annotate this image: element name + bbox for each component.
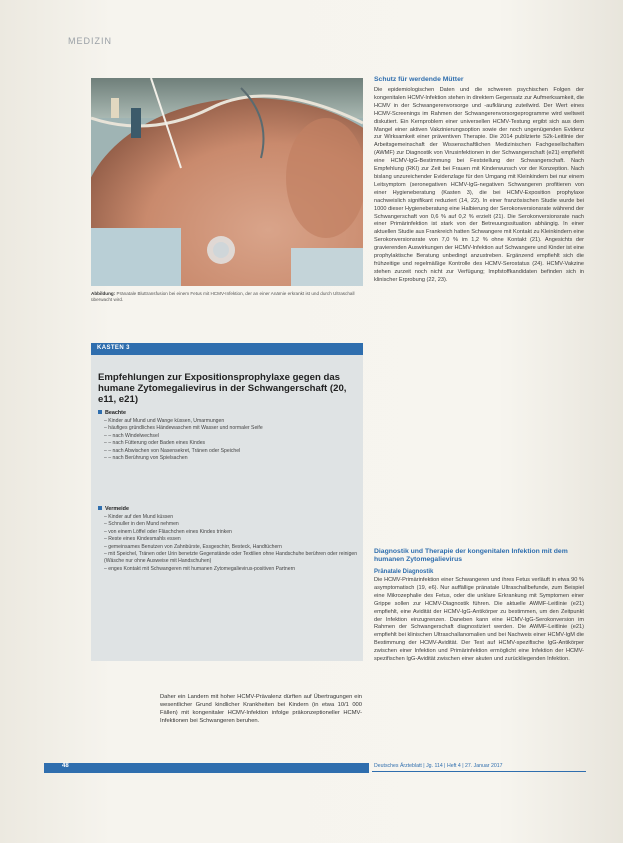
info-box-header (91, 343, 363, 355)
footer-rule (372, 771, 586, 772)
vermeide-item: – gemeinsames Benutzen von Zahnbürste, Essgeschirr, Besteck, Handtüchern (104, 544, 360, 551)
vermeide-item: – von einem Löffel oder Fläschchen eines Kindes trinken (104, 529, 360, 536)
subheading-praenatal: Pränatale Diagnostik (374, 569, 434, 575)
beachte-item: – Kinder auf Mund und Wange küssen, Umarmungen (104, 418, 360, 425)
journal-reference: Deutsches Ärzteblatt | Jg. 114 | Heft 4 | 27. Januar 2017 (374, 763, 503, 769)
section-vermeide: Vermeide (98, 506, 129, 512)
body-paragraph-bottom: Daher ein Landern mit hoher HCMV-Prävalenz dürften auf Übertragungen ein wesentlicher Grund kindlicher Krankheiten bei Kindern (in etwa 10/1 000 Fällen) mit kongenitaler HCMV-Infektion infolge präkonzeptioneller HCMV-Infektionen bei Schwangeren beruhen. (160, 694, 362, 724)
heading-diagnostik: Diagnostik und Therapie der kongenitalen Infektion mit dem humanen Zytomegalievirus (374, 548, 568, 563)
beachte-item: – – nach Berührung von Spielsachen (104, 455, 360, 462)
vermeide-item: – mit Speichel, Tränen oder Urin benetzte Gegenstände oder Textilien ohne Handschuhe berühren oder reinigen (Wäsche nur ohne Ausweise mit Handschuhen) (104, 551, 360, 566)
list-vermeide (104, 514, 360, 573)
section-beachte: Beachte (98, 410, 126, 416)
caption-label: Abbildung: (91, 291, 116, 296)
figure-photo (91, 78, 363, 286)
vermeide-item: – Reste eines Kindesmahls essen (104, 536, 360, 543)
beachte-item: – – nach Fütterung oder Baden eines Kindes (104, 440, 360, 447)
caption-text: Pränatale Bluttransfusion bei einem Fetus mit HCMV-Infektion, der an einer Anämie erkrankt ist und durch Ultraschall überwacht wird. (91, 291, 355, 302)
list-beachte (104, 418, 360, 462)
beachte-item: – – nach Abwischen von Nasensekret, Tränen oder Speichel (104, 448, 360, 455)
figure-caption (91, 291, 363, 303)
vermeide-item: – Schnuller in den Mund nehmen (104, 521, 360, 528)
beachte-item: – häufiges gründliches Händewaschen mit Wasser und normaler Seife (104, 425, 360, 432)
info-box-label: KASTEN 3 (97, 345, 130, 351)
body-paragraph-schutz: Die epidemiologischen Daten und die schweren psychischen Folgen der kongenitalen HCMV-Infektion stehen in direktem Gegensatz zur Aufmerksamkeit, die HCMV in der Schwangerenvorsorge und -aufklärung zuteilwird. Der Wert eines HCMV-Screenings im Rahmen der Schwangerenvorsorgeprogramme wird weltweit diskutiert. Ein Kernproblem einer universellen HCMV-Testung ergibt sich aus dem Mangel einer aktiven Vakzinierungsoption sowie der noch ungenügenden Evidenz zur Wirksamkeit einer präventiven Therapie. Die 2014 publizierte S2k-Leitlinie der Arbeitsgemeinschaft der Wissenschaftlichen Medizinischen Fachgesellschaften (AWMF) zur Diagnostik von Virusinfektionen in der Schwangerschaft (e21) empfiehlt eine HCMV-IgG-Bestimmung bei Feststellung der Schwangerschaft. Nach Empfehlung (RKI) zur Zeit bei Frauen mit Kinderwunsch vor der Konzeption. Nach bislang unzureichender Evidenzlage für den Umgang mit Kleinkindern bei nur einem Leitsymptom (seronegativen HCMV-IgG-negativen Schwangeren profitieren von einer Hygieneberatung (Kasten 3), die bei HCMV-Exposition prophylaxe nachweislich signifikant reduziert (14, 22). In einer französischen Studie wurde bei 1000 dieser Hygieneberatung eine Halbierung der Serokonversionsrate während der Schwangerschaft von 0,6 % auf 0,2 % erzielt (21). Die Serokonversionsrate nach einer Primärinfektion ist stark von der Betreuungssituation abhängig. In einer aktuellen Studie aus Frankreich hatten Schwangere mit Kontakt zu Kleinkindern eine Serokonversionsrate von 7,0 % im 1,2 % ohne Kontakt (21). Angesichts der gravierenden Auswirkungen der HCMV-Infektion auf Schwangere und Kinder ist eine prophylaktische Beratung unbedingt anzustreben. Ergänzend empfiehlt sich die frühzeitige und regelmäßige Kontrolle des HCMV-Serostatus (24). HCMV-Vakzine stehen zurzeit noch nicht zur Verfügung; Impfstoffkandidaten befinden sich in klinischer Erprobung (22, 23). (374, 87, 584, 283)
page-number: 48 (62, 763, 69, 769)
vermeide-item: – Kinder auf den Mund küssen (104, 514, 360, 521)
info-box-title: Empfehlungen zur Expositionsprophylaxe gegen das humane Zytomegalievirus in der Schwangerschaft (20, e11, e21) (98, 372, 347, 405)
body-paragraph-diagnostik: Die HCMV-Primärinfektion einer Schwangeren und ihres Fetus verläuft in etwa 90 % asymptomatisch (19, e6). Nur auffällige pränatale Ultraschallbefunde, zum Beispiel eine Mikrozephalie des Fetus, oder die unklare Erkrankung mit Symptomen einer Grippe sollen zur HCMV-Diagnostik führen. Die aktuelle AWMF-Leitlinie (e21) empfiehlt, eine Avidität der HCMV-IgG-Antikörper zu bestimmen, um den Zeitpunkt der Infektion einzugrenzen. Daneben kann eine HCMV-IgG-Serokonversion im Rahmen der Schwangerschaft diagnostiziert werden. Die AWMF-Leitlinie (e21) empfiehlt bei klinischen Ultraschallanomalien und bei Nachweis einer HCMV-IgM die Bestimmung der HCMV-Avidität. Der Test auf HCMV-spezifische IgG-Antikörper zwischen einer Infektion und Primärinfektion ermöglicht eine Infektion der HCMV-spezifischen IgG-Avidität zwischen einer akuten und zurückliegenden Infektion. (374, 577, 584, 663)
photo-illustration (91, 78, 363, 286)
heading-schutz: Schutz für werdende Mütter (374, 76, 464, 83)
section-header: MEDIZIN (68, 36, 112, 46)
footer-bar (44, 763, 369, 773)
beachte-item: – – nach Windelwechsel (104, 433, 360, 440)
vermeide-item: – enges Kontakt mit Schwangeren mit humanen Zytomegalievirus-positiven Partnern (104, 566, 360, 573)
